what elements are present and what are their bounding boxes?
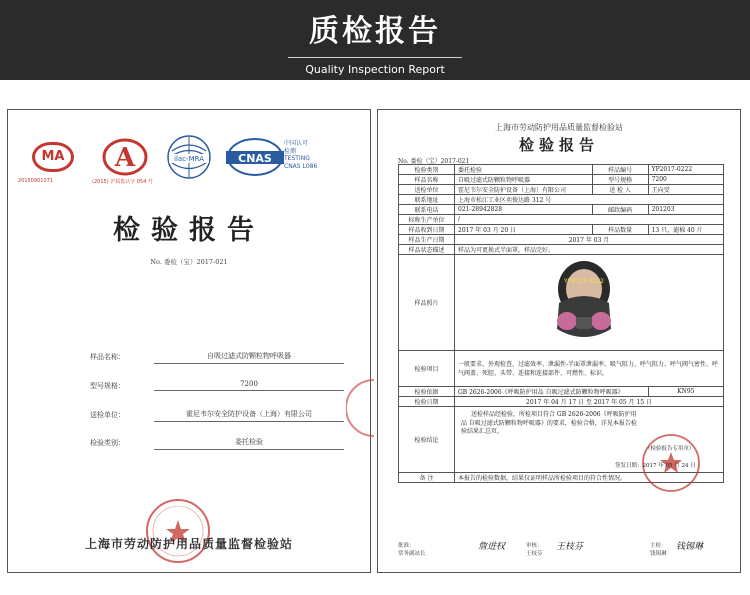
signature-approve	[398, 542, 506, 558]
header-banner	[0, 0, 750, 80]
signature-review	[526, 542, 584, 558]
cover-field-sample-name	[44, 352, 344, 367]
table-key: 样品收到日期	[399, 225, 455, 235]
handwritten-signature: 王枝芬	[556, 542, 584, 552]
respirator-photo	[545, 259, 623, 347]
table-value: 自吸过滤式防颗粒物呼吸器	[455, 175, 593, 185]
table-value: 2017 年 03 月 20 日	[455, 225, 593, 235]
table-value: 13 只，滤棉 40 片	[648, 225, 723, 235]
cnas-caption-line: 检测	[284, 147, 297, 155]
cma-logo-icon: MA	[32, 142, 74, 172]
cover-issuer: 上海市劳动防护用品质量监督检验站	[84, 537, 293, 551]
partial-seal-icon	[346, 378, 376, 438]
table-row	[399, 175, 724, 185]
table-key: 样品名称	[399, 175, 455, 185]
table-value: KN95	[648, 387, 723, 397]
signature-inspector	[650, 542, 704, 558]
table-value: 委托检验	[455, 165, 593, 175]
table-row	[399, 397, 724, 407]
cover-field-model	[44, 381, 344, 396]
table-row	[399, 225, 724, 235]
table-value: 021-28942828	[455, 205, 593, 215]
table-row	[399, 387, 724, 397]
conclusion-text: 送检样品经检验，所检项目符合 GB 2626-2006《呼吸防护用品 自吸过滤式防颗粒物呼吸器》的要求，检验合格，详见本报告检验结果汇总页。	[461, 411, 637, 435]
report-table	[398, 164, 724, 483]
table-key: 标称生产单位	[399, 215, 455, 225]
issue-date	[615, 461, 696, 469]
table-value: 2017 年 03 月	[455, 235, 724, 245]
table-row	[399, 165, 724, 175]
table-row	[399, 407, 724, 473]
table-value: /	[455, 215, 724, 225]
detail-report-number: No. 委检（宝）2017-021	[398, 158, 470, 165]
table-key: 检验结论	[399, 407, 455, 473]
field-label: 型号规格：	[90, 382, 125, 390]
cnas-caption-line: 中国认可	[284, 140, 309, 147]
banner-divider	[288, 57, 462, 58]
table-row	[399, 351, 724, 387]
cal-logo-icon	[101, 137, 149, 177]
field-label: 样品名称：	[90, 353, 125, 361]
table-row	[399, 245, 724, 255]
handwritten-signature: 钱锡琳	[676, 542, 704, 552]
table-key: 检验日期	[399, 397, 455, 407]
table-value: 一般要求、外观检查、过滤效率、泄漏性-半面罩泄漏率、吸气阻力、呼气阻力、呼气阀气密性、呼气阀盖、死腔、头带、连接和连接部件、可燃性、标识。	[455, 351, 724, 387]
table-key: 联系电话	[399, 205, 455, 215]
field-label: 检验类别：	[90, 439, 125, 447]
table-value: 2017 年 04 月 17 日 至 2017 年 05 月 15 日	[455, 397, 724, 407]
issue-date-label: 签发日期：	[615, 463, 643, 469]
table-key: 样品数量	[592, 225, 648, 235]
table-value: 201203	[648, 205, 723, 215]
table-key: 样品编号	[592, 165, 648, 175]
table-key: 检验项目	[399, 351, 455, 387]
signature-title: 王枝芬	[526, 551, 543, 557]
table-value: GB 2626-2006《呼吸防护用品 自吸过滤式防颗粒物呼吸器》	[455, 387, 649, 397]
cal-logo-letter: A	[114, 143, 136, 173]
ilac-mra-logo-icon	[166, 134, 212, 180]
cal-number: (2015) 沪质监认字 054 号	[92, 179, 153, 185]
handwritten-signature: 詹进权	[478, 542, 506, 552]
detail-issuer: 上海市劳动防护用品质量监督检验站	[495, 123, 623, 132]
table-row	[399, 235, 724, 245]
table-key: 样品照片	[399, 255, 455, 351]
field-value: 委托检验	[154, 437, 344, 450]
field-label: 送检单位：	[90, 411, 125, 419]
field-value: 霍尼韦尔安全防护设备（上海）有限公司	[154, 409, 344, 422]
seal-caption: （检验报告专用章）	[645, 446, 695, 452]
signature-row	[398, 542, 724, 568]
signature-title: 钱锡琳	[650, 551, 667, 557]
table-value: 王向旻	[648, 185, 723, 195]
table-value: 本报告的检验数据，结果仅证明样品所检验项目的符合性情况。	[455, 473, 724, 483]
cma-number: 20150901071	[18, 178, 53, 184]
cnas-logo-icon	[226, 136, 284, 178]
table-key: 送检单位	[399, 185, 455, 195]
report-cover-page	[7, 109, 371, 573]
table-row	[399, 185, 724, 195]
field-value: 7200	[154, 380, 344, 391]
banner-title: 质检报告	[309, 14, 441, 49]
sample-id-overlay: YP2017-0222	[564, 278, 604, 285]
issue-date-value: 2017 年 05 月 24 日	[642, 463, 696, 469]
table-row	[399, 255, 724, 351]
cover-field-client	[44, 410, 344, 425]
report-detail-page	[377, 109, 741, 573]
table-key: 检验依据	[399, 387, 455, 397]
table-key: 样品状态描述	[399, 245, 455, 255]
table-key: 联系地址	[399, 195, 455, 205]
banner-subtitle: Quality Inspection Report	[305, 63, 445, 76]
table-key: 样品生产日期	[399, 235, 455, 245]
table-key: 检验类别	[399, 165, 455, 175]
signature-role: 主检：	[650, 543, 667, 549]
cnas-text: CNAS	[238, 152, 272, 165]
table-row	[399, 195, 724, 205]
table-value: 上海市松江工业区奕俊达路 312 号	[455, 195, 724, 205]
cnas-caption	[284, 140, 317, 170]
table-key: 邮政编码	[592, 205, 648, 215]
table-key: 备 注	[399, 473, 455, 483]
signature-role: 审核：	[526, 543, 543, 549]
detail-title: 检验报告	[518, 136, 599, 154]
cover-title: 检验报告	[113, 215, 265, 246]
signature-title: 常务副站长	[398, 551, 426, 557]
table-value: 霍尼韦尔安全防护设备（上海）有限公司	[455, 185, 593, 195]
conclusion-cell	[455, 407, 724, 473]
sample-photo-cell	[455, 255, 724, 351]
table-row	[399, 205, 724, 215]
cover-report-number: No. 委检（宝）2017-021	[150, 258, 228, 266]
ilac-mra-text: ilac-MRA	[174, 155, 204, 163]
signature-role: 批准：	[398, 543, 415, 549]
cnas-caption-line: TESTING	[284, 155, 310, 162]
table-value: 样品为可更换式半面罩，样品完好。	[455, 245, 724, 255]
cnas-caption-line: CNAS L086	[284, 162, 318, 170]
table-value: 7200	[648, 175, 723, 185]
field-value: 自吸过滤式防颗粒物呼吸器	[154, 351, 344, 364]
cover-field-category	[44, 438, 344, 453]
table-row	[399, 215, 724, 225]
official-seal-icon	[145, 498, 211, 564]
table-value: YP2017-0222	[648, 165, 723, 175]
table-key: 送 检 人	[592, 185, 648, 195]
table-key: 型号规格	[592, 175, 648, 185]
certification-logos	[8, 134, 370, 194]
